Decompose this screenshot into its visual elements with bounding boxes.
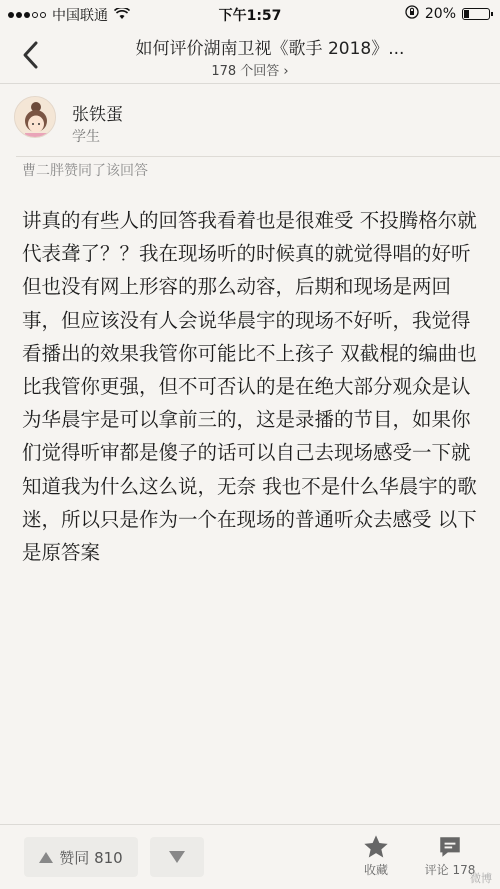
answer-text: 讲真的有些人的回答我看着也是很难受 不投腾格尔就代表聋了？？我在现场听的时候真的就觉得唱的好听但也没有网上形容的那么动容，后期和现场是两回事，但应该没有人会说华晨宇的现场不好听，我觉得看播出的效果我管你可能比不上孩子 双截棍的编曲也比我管你更强，但不可否认的是在绝大部分观众是认为华晨宇是可以拿前三的，这是录播的节目，如果你们觉得听审都是傻子的话可以自己去现场感受一下就知道我为什么这么说，无奈 我也不是什么华晨宇的歌迷，所以只是作为一个在现场的普通听众去感受 以下是原答案 xyxy=(22,209,477,565)
battery-fill xyxy=(464,10,469,18)
status-bar xyxy=(0,0,500,26)
upvote-label: 赞同 810 xyxy=(59,848,123,867)
answer-content xyxy=(22,204,484,569)
favorite-button[interactable] xyxy=(346,833,406,878)
comment-label: 评论 178 xyxy=(424,863,476,877)
triangle-up-icon xyxy=(39,852,53,863)
nav-bar xyxy=(0,26,500,84)
answer-count-link[interactable]: 178 个回答 › xyxy=(211,64,289,79)
triangle-down-icon xyxy=(169,851,185,863)
question-title[interactable]: 如何评价湖南卫视《歌手 2018》... xyxy=(135,39,405,59)
divider xyxy=(16,156,500,157)
battery-percent: 20% xyxy=(424,6,456,22)
author-header[interactable] xyxy=(0,92,500,154)
carrier-label: 中国联通 xyxy=(52,8,108,24)
watermark: 微博 xyxy=(470,872,492,885)
favorite-label: 收藏 xyxy=(363,863,388,877)
battery-icon xyxy=(462,8,490,20)
star-icon xyxy=(346,833,406,861)
author-name[interactable]: 张铁蛋 xyxy=(72,105,123,125)
author-role: 学生 xyxy=(72,129,100,145)
upvoted-by-note: 曹二胖赞同了该回答 xyxy=(22,163,148,179)
bottom-action-bar xyxy=(0,824,500,889)
comment-icon xyxy=(420,833,480,861)
avatar[interactable] xyxy=(14,96,56,138)
upvote-button[interactable] xyxy=(24,837,138,877)
status-time: 下午1:57 xyxy=(218,8,282,24)
orientation-lock-icon xyxy=(405,5,419,23)
status-right xyxy=(405,5,490,23)
downvote-button[interactable] xyxy=(150,837,204,877)
